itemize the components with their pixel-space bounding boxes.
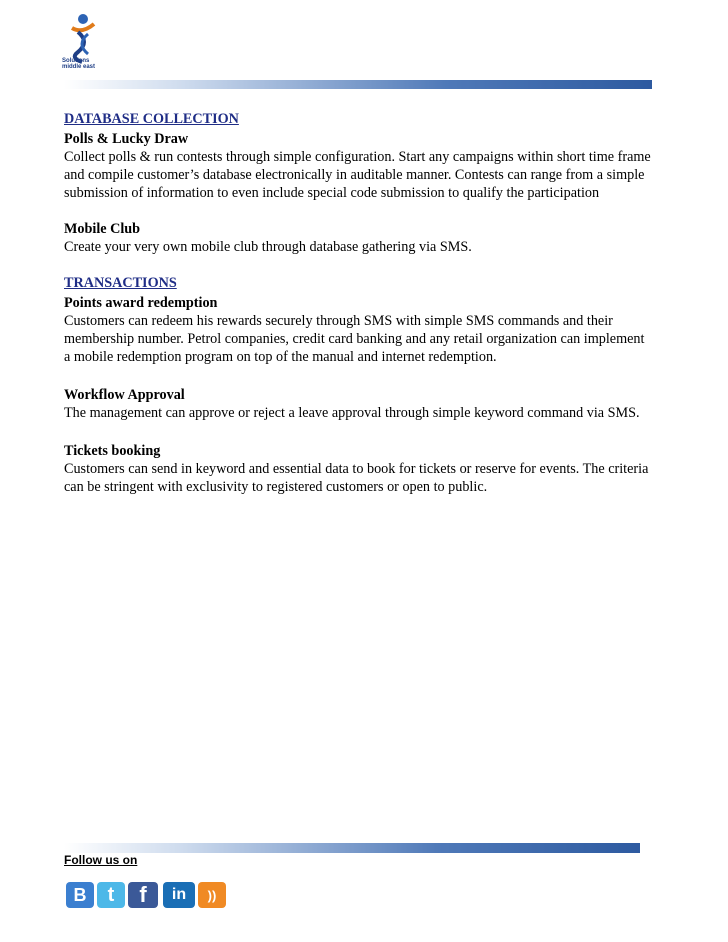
logo-line-2: middle east [62, 64, 96, 70]
logo-line-1: Solutions [62, 58, 90, 64]
subheading-workflow: Workflow Approval [64, 387, 185, 403]
paragraph-points: Customers can redeem his rewards securely through SMS with simple SMS commands and their membership number. Petrol companies, credit card banking and any retail organization can implement a mobile redemption program on top of the manual and internet redemption. [64, 313, 645, 365]
subheading-tickets: Tickets booking [64, 443, 161, 459]
linkedin-icon[interactable] [163, 882, 195, 908]
facebook-glyph: f [139, 882, 147, 907]
twitter-glyph: t [107, 883, 115, 906]
subheading-mobile-club: Mobile Club [64, 221, 141, 237]
blogger-glyph: B [73, 884, 87, 905]
facebook-icon[interactable] [128, 882, 158, 908]
section-heading-database-collection: DATABASE COLLECTION [64, 111, 239, 127]
follow-us-label: Follow us on [64, 853, 138, 867]
subheading-polls: Polls & Lucky Draw [64, 131, 189, 147]
rss-glyph: )) [207, 887, 217, 903]
paragraph-workflow: The management can approve or reject a leave approval through simple keyword command via SMS. [64, 405, 640, 421]
footer-divider [64, 843, 640, 853]
twitter-icon[interactable] [97, 882, 125, 908]
subheading-points: Points award redemption [64, 295, 218, 311]
header-divider [64, 80, 652, 89]
linkedin-glyph: in [171, 886, 187, 903]
logo-text [62, 58, 95, 70]
section-heading-transactions: TRANSACTIONS [64, 275, 177, 291]
blogger-icon[interactable] [66, 882, 94, 908]
paragraph-tickets: Customers can send in keyword and essential data to book for tickets or reserve for events. The criteria can be stringent with exclusivity to registered customers or open to public. [64, 461, 649, 495]
logo-figure-icon [56, 12, 112, 64]
rss-icon[interactable] [198, 882, 226, 908]
document-body [64, 110, 654, 496]
paragraph-polls: Collect polls & run contests through simple configuration. Start any campaigns within short time frame and compile customer’s database electronically in auditable manner. Contests can range from a simple submission of information to even include special code submission to qualify the participation [64, 149, 651, 201]
paragraph-mobile-club: Create your very own mobile club through database gathering via SMS. [64, 239, 472, 255]
